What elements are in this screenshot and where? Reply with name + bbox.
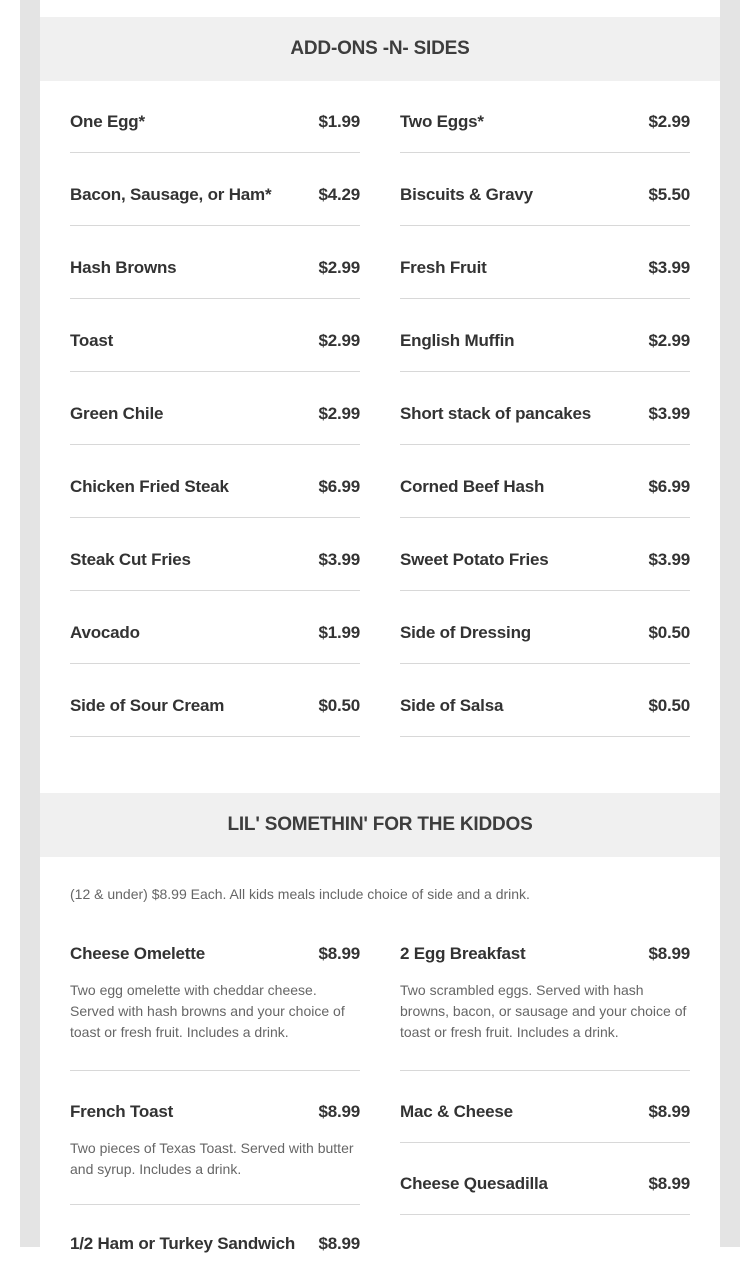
item-price: $8.99 (318, 1234, 360, 1253)
kids-header (40, 793, 720, 857)
kids-left-column (70, 936, 360, 1274)
item-name: Sweet Potato Fries (400, 549, 549, 569)
item-name: One Egg* (70, 111, 145, 131)
item-price: $3.99 (318, 549, 360, 569)
item-price: $0.50 (648, 695, 690, 715)
item-price: $1.99 (318, 622, 360, 642)
menu-item (400, 227, 690, 299)
item-name: Biscuits & Gravy (400, 184, 533, 204)
addons-right-column (400, 81, 690, 738)
menu-item (70, 519, 360, 591)
item-name: Green Chile (70, 403, 164, 423)
menu-item (70, 154, 360, 226)
item-name: 1/2 Ham or Turkey Sandwich (70, 1234, 296, 1253)
item-name: Cheese Omelette (70, 944, 205, 963)
kids-right-column (400, 936, 690, 1215)
item-description: Two pieces of Texas Toast. Served with butter and syrup. Includes a drink. (70, 1140, 354, 1177)
item-name: Mac & Cheese (400, 1102, 513, 1121)
item-price: $0.50 (648, 622, 690, 642)
item-price: $8.99 (648, 944, 690, 963)
kids-title: LIL' SOMETHIN' FOR THE KIDDOS (227, 814, 533, 835)
menu-item (70, 227, 360, 299)
item-price: $2.99 (318, 403, 360, 423)
item-name: Two Eggs* (400, 111, 484, 131)
item-name: Side of Salsa (400, 695, 504, 715)
menu-item (400, 373, 690, 445)
item-price: $8.99 (318, 944, 360, 963)
addons-left-column (70, 81, 360, 738)
item-price: $5.50 (648, 184, 690, 204)
menu-item (400, 300, 690, 372)
item-name: Cheese Quesadilla (400, 1174, 548, 1193)
item-price: $8.99 (318, 1102, 360, 1121)
menu-item (400, 936, 690, 1071)
item-name: Side of Sour Cream (70, 695, 225, 715)
item-name: English Muffin (400, 330, 515, 350)
menu-item (400, 1071, 690, 1143)
menu-item (400, 665, 690, 737)
menu-item (70, 373, 360, 445)
menu-item (70, 1071, 360, 1205)
item-price: $6.99 (648, 476, 690, 496)
menu-item (70, 300, 360, 372)
menu-item (70, 592, 360, 664)
item-name: Corned Beef Hash (400, 476, 545, 496)
menu-item (400, 519, 690, 591)
item-name: French Toast (70, 1102, 174, 1121)
item-price: $2.99 (318, 257, 360, 277)
item-price: $2.99 (648, 330, 690, 350)
menu-item (400, 592, 690, 664)
menu-panel (40, 0, 720, 1253)
item-name: Hash Browns (70, 257, 177, 277)
menu-item (400, 81, 690, 153)
menu-item (70, 81, 360, 153)
menu-item (70, 446, 360, 518)
item-price: $4.29 (318, 184, 360, 204)
item-name: Bacon, Sausage, or Ham* (70, 184, 272, 204)
item-price: $3.99 (648, 403, 690, 423)
item-name: 2 Egg Breakfast (400, 944, 526, 963)
item-description: Two scrambled eggs. Served with hash browns, bacon, or sausage and your choice of toast or fresh fruit. Includes a drink. (400, 982, 687, 1040)
item-price: $0.50 (318, 695, 360, 715)
item-name: Avocado (70, 622, 140, 642)
item-name: Side of Dressing (400, 622, 531, 642)
menu-item (70, 1205, 360, 1274)
item-price: $2.99 (318, 330, 360, 350)
item-price: $1.99 (318, 111, 360, 131)
item-name: Steak Cut Fries (70, 549, 191, 569)
item-price: $2.99 (648, 111, 690, 131)
addons-title: ADD-ONS -N- SIDES (290, 38, 470, 59)
item-price: $8.99 (648, 1102, 690, 1121)
kids-note: (12 & under) $8.99 Each. All kids meals include choice of side and a drink. (70, 886, 530, 902)
item-price: $6.99 (318, 476, 360, 496)
item-price: $8.99 (648, 1174, 690, 1193)
item-description: Two egg omelette with cheddar cheese. Served with hash browns and your choice of toast or fresh fruit. Includes a drink. (70, 982, 345, 1040)
item-name: Toast (70, 330, 114, 350)
item-name: Chicken Fried Steak (70, 476, 229, 496)
addons-header (40, 17, 720, 81)
item-price: $3.99 (648, 549, 690, 569)
menu-item (70, 665, 360, 737)
item-name: Short stack of pancakes (400, 403, 591, 423)
menu-item (400, 446, 690, 518)
item-name: Fresh Fruit (400, 257, 487, 277)
menu-item (400, 1143, 690, 1215)
menu-item (70, 936, 360, 1071)
item-price: $3.99 (648, 257, 690, 277)
menu-item (400, 154, 690, 226)
